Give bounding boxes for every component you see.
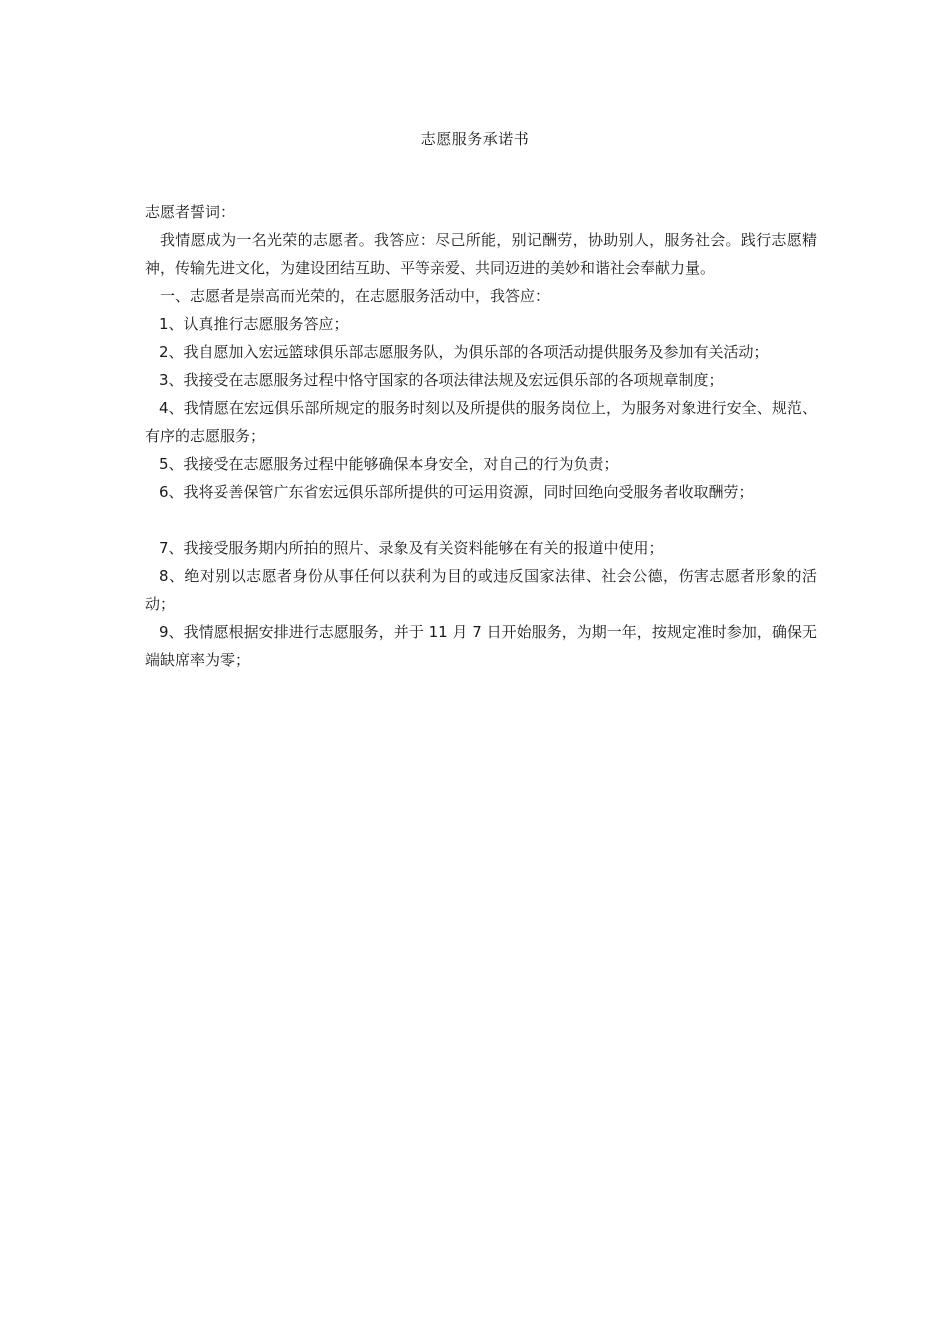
list-item: 8、绝对别以志愿者身份从事任何以获利为目的或违反国家法律、社会公德，伤害志愿者形象的活动； bbox=[145, 567, 817, 613]
list-item: 7、我接受服务期内所拍的照片、录象及有关资料能够在有关的报道中使用； bbox=[159, 539, 664, 557]
list-item: 3、我接受在志愿服务过程中恪守国家的各项法律法规及宏远俱乐部的各项规章制度； bbox=[159, 371, 724, 389]
list-item: 6、我将妥善保管广东省宏远俱乐部所提供的可运用资源，同时回绝向受服务者收取酬劳； bbox=[159, 483, 754, 501]
document-body bbox=[145, 198, 817, 674]
list-item: 9、我情愿根据安排进行志愿服务，并于 11 月 7 日开始服务，为期一年，按规定准时参加，确保无端缺席率为零； bbox=[145, 623, 817, 669]
oath-heading: 志愿者誓词： bbox=[145, 203, 236, 221]
oath-text: 我情愿成为一名光荣的志愿者。我答应：尽己所能，别记酬劳，协助别人，服务社会。践行志愿精神，传输先进文化，为建设团结互助、平等亲爱、共同迈进的美妙和谐社会奉献力量。 bbox=[145, 231, 817, 277]
section-one-heading: 一、志愿者是崇高而光荣的，在志愿服务活动中，我答应： bbox=[160, 287, 551, 305]
paragraph-spacer bbox=[145, 506, 817, 534]
document-title: 志愿服务承诺书 bbox=[420, 130, 530, 148]
list-item: 2、我自愿加入宏远篮球俱乐部志愿服务队，为俱乐部的各项活动提供服务及参加有关活动； bbox=[159, 343, 769, 361]
list-item: 1、认真推行志愿服务答应； bbox=[159, 315, 349, 333]
list-item: 5、我接受在志愿服务过程中能够确保本身安全，对自己的行为负责； bbox=[159, 455, 619, 473]
list-item: 4、我情愿在宏远俱乐部所规定的服务时刻以及所提供的服务岗位上，为服务对象进行安全、规范、有序的志愿服务； bbox=[145, 399, 817, 445]
